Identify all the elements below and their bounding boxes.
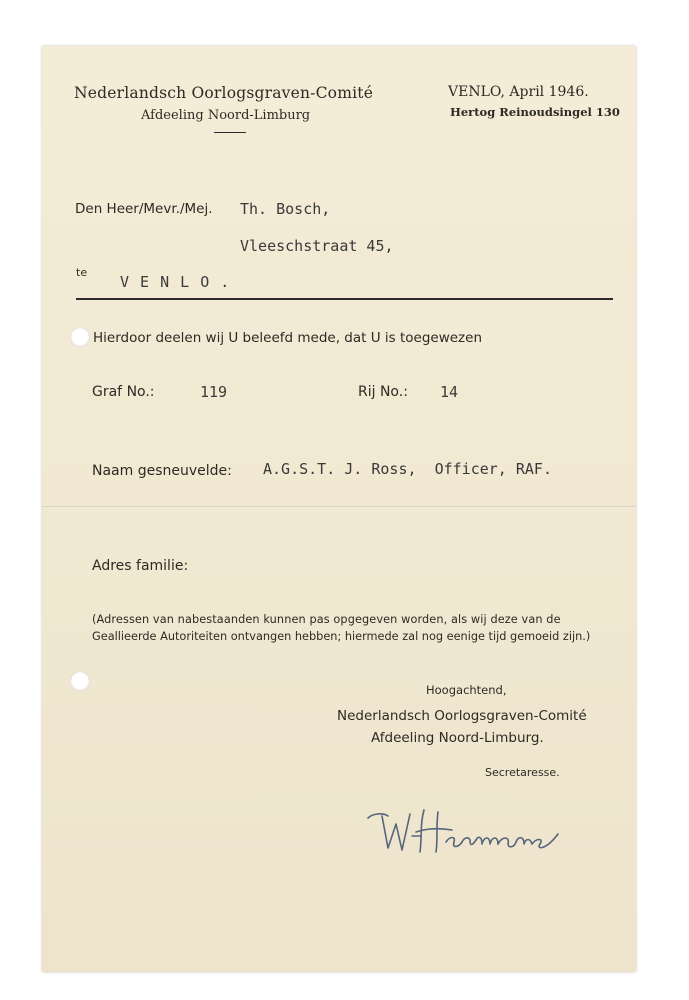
fallen-name: A.G.S.T. J. Ross, Officer, RAF.: [263, 460, 552, 478]
row-label: Rij No.:: [358, 384, 408, 400]
letterhead-org-name: Nederlandsch Oorlogsgraven-Comité: [74, 84, 374, 102]
row-number: 14: [440, 383, 459, 401]
recipient-name: Th. Bosch,: [240, 200, 331, 218]
recipient-city: V E N L O .: [120, 273, 231, 291]
handwritten-signature: [358, 798, 578, 868]
intro-text: Hierdoor deelen wij U beleefd mede, dat U is toegewezen: [93, 330, 483, 346]
grave-number: 119: [200, 383, 228, 401]
letterhead-place-date: VENLO, April 1946.: [448, 84, 589, 100]
note-line-1: (Adressen van nabestaanden kunnen pas opgegeven worden, als wij deze van de: [92, 613, 561, 626]
punch-hole: [70, 671, 90, 691]
paper-fold: [42, 506, 636, 508]
closing-org-name: Nederlandsch Oorlogsgraven-Comité: [337, 708, 587, 724]
closing-division: Afdeeling Noord-Limburg.: [371, 730, 544, 746]
letterhead-division: Afdeeling Noord-Limburg: [141, 108, 311, 123]
closing-greeting: Hoogachtend,: [426, 683, 507, 697]
te-label: te: [76, 266, 88, 279]
family-address-label: Adres familie:: [92, 558, 189, 574]
closing-role: Secretaresse.: [485, 766, 560, 779]
address-divider-rule: [76, 298, 613, 300]
punch-hole: [70, 327, 90, 347]
salutation-label: Den Heer/Mevr./Mej.: [75, 201, 213, 217]
letterhead-address: Hertog Reinoudsingel 130: [450, 105, 620, 119]
note-line-2: Geallieerde Autoriteiten ontvangen hebben; hiermede zal nog eenige tijd gemoeid zijn.): [92, 630, 591, 643]
recipient-street: Vleeschstraat 45,: [240, 237, 394, 255]
letterhead-divider: [214, 132, 246, 133]
fallen-label: Naam gesneuvelde:: [92, 463, 232, 479]
grave-label: Graf No.:: [92, 384, 155, 400]
